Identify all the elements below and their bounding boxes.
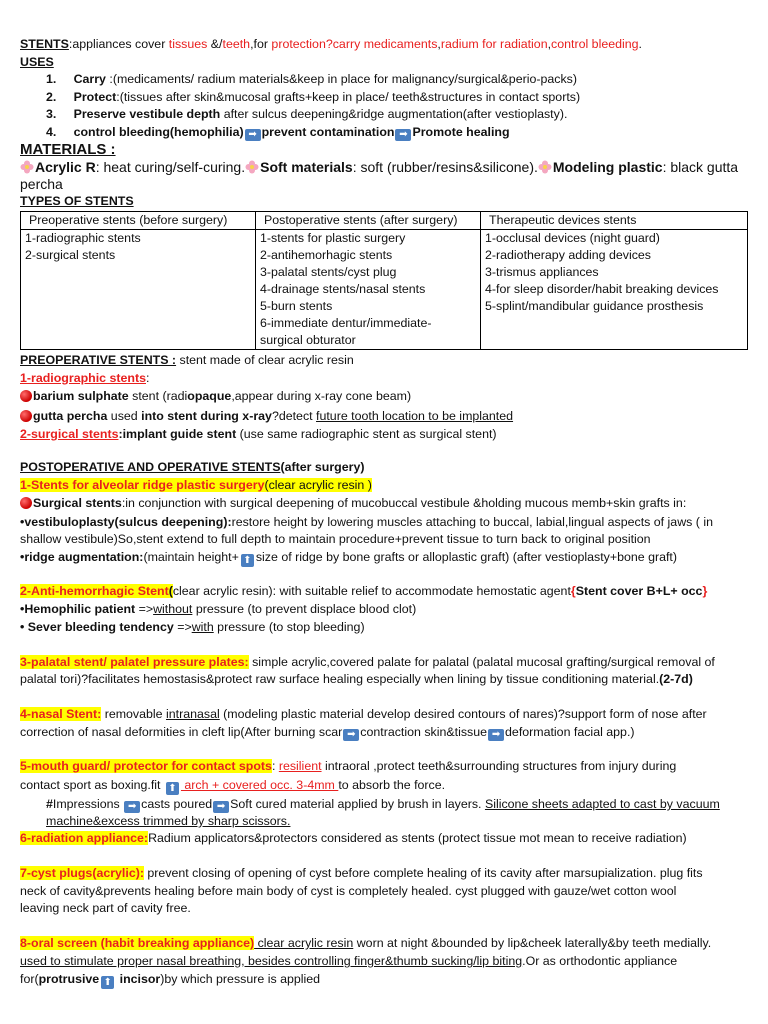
s1-surgical-line: Surgical stents:in conjunction with surgical deepening of mucobuccal vestibule &holding mucous memb+skin grafts in: bbox=[20, 495, 686, 512]
flower-icon bbox=[245, 160, 259, 174]
s7-line-2: neck of cavity&prevents healing before main body of cyst is completely healed. cyst plugged with gauze/wet cotton wool bbox=[20, 884, 677, 898]
uses-item-2: 2. Protect:(tissues after skin&mucosal grafts+keep in place/ teeth&structures in contact sports) bbox=[46, 90, 581, 104]
vestibuloplasty-line: •vestibuloplasty(sulcus deepening):restore height by lowering muscles attaching to buccal, labial,lingual aspects of jaws ( in bbox=[20, 515, 713, 529]
materials-line-2: percha bbox=[20, 176, 63, 192]
table-cell-postop: 1-stents for plastic surgery 2-antihemorhagic stents 3-palatal stents/cyst plug 4-drainage stents/nasal stents 5-burn stents 6-immediate dentur/immediate- surgical obturator bbox=[256, 230, 481, 350]
table-header-cell: Postoperative stents (after surgery) bbox=[256, 212, 481, 230]
right-arrow-icon: ➡ bbox=[245, 129, 261, 141]
materials-heading: MATERIALS : bbox=[20, 141, 116, 158]
uses-item-1: 1. Carry :(medicaments/ radium materials&keep in place for malignancy/surgical&perio-packs) bbox=[46, 72, 577, 86]
right-arrow-icon: ➡ bbox=[488, 729, 504, 741]
s8-line-3: for(protrusive ⬆ incisor)by which pressure is applied bbox=[20, 972, 321, 988]
table-header-row bbox=[21, 212, 748, 230]
surgical-stents-line: 2-surgical stents:implant guide stent (use same radiographic stent as surgical stent) bbox=[20, 427, 497, 441]
postop-heading: POSTOPERATIVE AND OPERATIVE STENTS(after surgery) bbox=[20, 460, 365, 474]
impressions-line: #Impressions ➡ casts poured ➡ Soft cured material applied by brush in layers. Silicone sheets adapted to cast by vacuum bbox=[46, 797, 720, 812]
flower-icon bbox=[20, 160, 34, 174]
s1-heading: 1-Stents for alveolar ridge plastic surgery(clear acrylic resin ) bbox=[20, 478, 372, 492]
table-cell-preop: 1-radiographic stents 2-surgical stents bbox=[21, 230, 256, 350]
right-arrow-icon: ➡ bbox=[395, 129, 411, 141]
right-arrow-icon: ➡ bbox=[124, 801, 140, 813]
vestibuloplasty-line-2: shallow vestibule)So,stent extend to full depth to maintain procedure+prevent tissue to turn back to original position bbox=[20, 532, 651, 546]
types-table bbox=[20, 211, 748, 350]
table-cell-therapeutic: 1-occlusal devices (night guard) 2-radiotherapy adding devices 3-trismus appliances 4-for sleep disorder/habit breaking devices 5-splint/mandibular guidance prosthesis bbox=[481, 230, 748, 350]
s6-line: 6-radiation appliance:Radium applicators&protectors considered as stents (protect tissue mot mean to receive radiation) bbox=[20, 831, 687, 845]
table-header-cell: Therapeutic devices stents bbox=[481, 212, 748, 230]
up-arrow-icon: ⬆ bbox=[166, 782, 179, 795]
s5-line-2: contact sport as boxing.fit ⬆ arch + covered occ. 3-4mm to absorb the force. bbox=[20, 778, 446, 794]
s7-line-3: leaving neck part of cavity free. bbox=[20, 901, 191, 915]
right-arrow-icon: ➡ bbox=[343, 729, 359, 741]
ridge-line: •ridge augmentation:(maintain height+ ⬆ size of ridge by bone grafts or alloplastic graft) (after vestioplasty+bone graft) bbox=[20, 550, 677, 566]
right-arrow-icon: ➡ bbox=[213, 801, 229, 813]
uses-item-3: 3. Preserve vestibule depth after sulcus deepening&ridge augmentation(after vestioplasty). bbox=[46, 107, 568, 121]
s2-line: 2-Anti-hemorrhagic Stent(clear acrylic resin): with suitable relief to accommodate hemostatic agent{Stent cover B+L+ occ} bbox=[20, 584, 708, 598]
uses-item-4: 4. control bleeding(hemophilia) ➡ prevent contamination ➡ Promote healing bbox=[46, 125, 510, 140]
s5-line: 5-mouth guard/ protector for contact spots: resilient intraoral ,protect teeth&surrounding structures from injury during bbox=[20, 759, 677, 773]
impressions-line-2: machine&excess trimmed by sharp scissors. bbox=[46, 814, 291, 828]
red-bullet-icon bbox=[20, 410, 32, 422]
gutta-line: gutta percha used into stent during x-ray?detect future tooth location to be implanted bbox=[20, 408, 513, 425]
s4-line-2: correction of nasal deformities in cleft lip(After burning scar ➡ contraction skin&tissue ➡ deformation facial app.) bbox=[20, 725, 635, 740]
table-header-cell: Preoperative stents (before surgery) bbox=[21, 212, 256, 230]
s3-line-2: palatal tori)?facilitates hemostasis&protect raw surface healing especially when lining by tissue conditioning material.(2-7d) bbox=[20, 672, 693, 686]
red-bullet-icon bbox=[20, 390, 32, 402]
intro-line: STENTS:appliances cover tissues &/teeth,for protection?carry medicaments,radium for radiation,control bleeding. bbox=[20, 37, 642, 51]
red-bullet-icon bbox=[20, 497, 32, 509]
uses-heading: USES bbox=[20, 55, 54, 69]
stents-term: STENTS bbox=[20, 37, 69, 51]
materials-line: Acrylic R: heat curing/self-curing. Soft materials: soft (rubber/resins&silicone). Modeling plastic: black gutta bbox=[20, 159, 738, 176]
hemophilic-line: •Hemophilic patient =>without pressure (to prevent displace blood clot) bbox=[20, 602, 417, 616]
s8-line-2: used to stimulate proper nasal breathing, besides controlling finger&thumb sucking/lip biting.Or as orthodontic appliance bbox=[20, 954, 678, 968]
radiographic-heading: 1-radiographic stents: bbox=[20, 371, 150, 385]
s7-line: 7-cyst plugs(acrylic): prevent closing of opening of cyst before complete healing of its cavity after marsupialization. plug fits bbox=[20, 866, 703, 880]
types-heading: TYPES OF STENTS bbox=[20, 194, 134, 208]
up-arrow-icon: ⬆ bbox=[101, 976, 114, 989]
flower-icon bbox=[538, 160, 552, 174]
sever-bleeding-line: • Sever bleeding tendency =>with pressure (to stop bleeding) bbox=[20, 620, 365, 634]
s8-line: 8-oral screen (habit breaking appliance) clear acrylic resin worn at night &bounded by lip&cheek laterally&by teeth medially. bbox=[20, 936, 712, 950]
up-arrow-icon: ⬆ bbox=[241, 554, 254, 567]
table-row bbox=[21, 230, 748, 350]
preop-heading: PREOPERATIVE STENTS : stent made of clear acrylic resin bbox=[20, 353, 354, 367]
s3-line: 3-palatal stent/ palatel pressure plates: simple acrylic,covered palate for palatal (palatal mucosal grafting/surgical removal of bbox=[20, 655, 715, 669]
barium-line: barium sulphate stent (radiopaque,appear during x-ray cone beam) bbox=[20, 388, 411, 405]
s4-line: 4-nasal Stent: removable intranasal (modeling plastic material develop desired contours of nares)?support form of nose after bbox=[20, 707, 707, 721]
